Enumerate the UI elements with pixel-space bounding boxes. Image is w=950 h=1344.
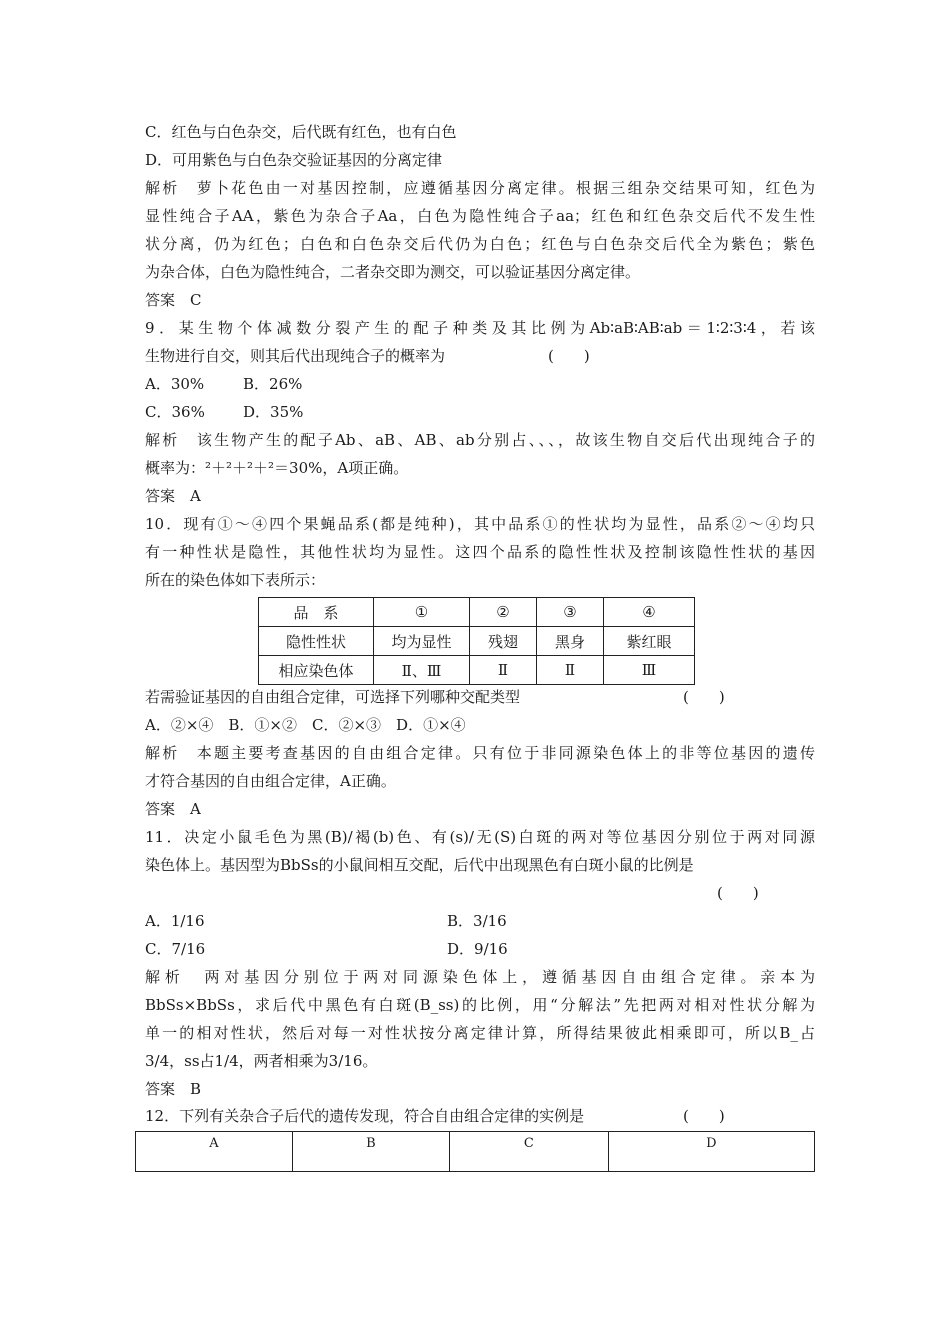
fly-strain-table <box>258 597 695 685</box>
q8-analysis-line: 状分离，仍为红色；白色和白色杂交后代仍为白色；红色与白色杂交后代全为紫色；紫色 <box>145 235 815 253</box>
table-cell: ③ <box>537 598 604 627</box>
q9-answer: 答案 A <box>145 487 201 505</box>
table-cell: Ⅱ、Ⅲ <box>374 656 470 685</box>
q10-stem-line: 所在的染色体如下表所示： <box>145 571 326 589</box>
q11-analysis-line: 解析 两对基因分别位于两对同源染色体上，遵循基因自由组合定律。亲本为 <box>145 968 815 986</box>
q9-stem-line: 生物进行自交，则其后代出现纯合子的概率为 <box>145 347 446 365</box>
q9-option-b: B．26% <box>243 375 303 393</box>
q10-answer-paren: ( ) <box>683 688 725 706</box>
q10-question: 若需验证基因的自由组合定律，可选择下列哪种交配类型 <box>145 688 521 706</box>
q10-stem-line: 10．现有①～④四个果蝇品系(都是纯种)，其中品系①的性状均为显性，品系②～④均只 <box>145 515 815 533</box>
q9-analysis-line: 解析 该生物产生的配子Ab、aB、AB、ab分别占、、、，故该生物自交后代出现纯合子的 <box>145 431 815 449</box>
table-cell: Ⅱ <box>537 656 604 685</box>
table-row <box>259 627 695 656</box>
table-cell: ② <box>470 598 537 627</box>
q11-stem-line: 染色体上。基因型为BbSs的小鼠间相互交配，后代中出现黑色有白斑小鼠的比例是 <box>145 856 694 874</box>
q8-analysis-line: 解析 萝卜花色由一对基因控制，应遵循基因分离定律。根据三组杂交结果可知，红色为 <box>145 179 815 197</box>
q8-answer: 答案 C <box>145 291 202 309</box>
q8-analysis-line: 显性纯合子AA，紫色为杂合子Aa，白色为隐性纯合子aa；红色和红色杂交后代不发生性 <box>145 207 815 225</box>
table-cell: C <box>449 1132 608 1172</box>
q11-option-c: C．7/16 <box>145 940 206 958</box>
q10-answer: 答案 A <box>145 800 201 818</box>
table-cell: 残翅 <box>470 627 537 656</box>
q9-option-c: C．36% <box>145 403 205 421</box>
table-cell: A <box>136 1132 293 1172</box>
table-cell: 品 系 <box>259 598 374 627</box>
q11-answer: 答案 B <box>145 1080 202 1098</box>
q9-option-d: D．35% <box>243 403 304 421</box>
table-cell: Ⅲ <box>604 656 695 685</box>
q9-stem-line: 9．某生物个体减数分裂产生的配子种类及其比例为Ab∶aB∶AB∶ab＝1∶2∶3∶4，若该 <box>145 319 815 337</box>
q10-analysis-line: 才符合基因的自由组合定律，A正确。 <box>145 772 396 790</box>
q9-analysis-line: 概率为：²＋²＋²＋²＝30%，A项正确。 <box>145 459 409 477</box>
table-cell: 相应染色体 <box>259 656 374 685</box>
q12-answer-paren: ( ) <box>683 1107 725 1125</box>
q10-stem-line: 有一种性状是隐性，其他性状均为显性。这四个品系的隐性性状及控制该隐性性状的基因 <box>145 543 815 561</box>
table-row <box>259 656 695 685</box>
table-cell: B <box>292 1132 449 1172</box>
q11-option-d: D．9/16 <box>447 940 508 958</box>
q8-analysis-line: 为杂合体，白色为隐性纯合，二者杂交即为测交，可以验证基因分离定律。 <box>145 263 641 281</box>
table-cell: Ⅱ <box>470 656 537 685</box>
q11-analysis-line: BbSs×BbSs，求后代中黑色有白斑(B_ss)的比例，用“分解法”先把两对相对性状分解为 <box>145 996 815 1014</box>
q8-option-d: D．可用紫色与白色杂交验证基因的分离定律 <box>145 151 443 169</box>
q11-answer-paren: ( ) <box>717 884 759 902</box>
q10-analysis-line: 解析 本题主要考查基因的自由组合定律。只有位于非同源染色体上的非等位基因的遗传 <box>145 744 815 762</box>
q11-option-b: B．3/16 <box>447 912 507 930</box>
table-cell: D <box>608 1132 814 1172</box>
q11-option-a: A．1/16 <box>145 912 205 930</box>
q9-option-a: A．30% <box>145 375 205 393</box>
q12-stem: 12．下列有关杂合子后代的遗传发现，符合自由组合定律的实例是 <box>145 1107 585 1125</box>
q9-answer-paren: ( ) <box>548 347 590 365</box>
q11-stem-line: 11．决定小鼠毛色为黑(B)/褐(b)色、有(s)/无(S)白斑的两对等位基因分别位于两对同源 <box>145 828 815 846</box>
table-header-row <box>136 1132 815 1172</box>
table-cell: 均为显性 <box>374 627 470 656</box>
table-cell: ④ <box>604 598 695 627</box>
q11-analysis-line: 3/4，ss占1/4，两者相乘为3/16。 <box>145 1052 378 1070</box>
table-header-row <box>259 598 695 627</box>
table-cell: ① <box>374 598 470 627</box>
q10-options: A．②×④ B．①×② C．②×③ D．①×④ <box>145 716 466 734</box>
table-cell: 隐性性状 <box>259 627 374 656</box>
table-cell: 紫红眼 <box>604 627 695 656</box>
q12-options-table <box>135 1131 815 1172</box>
q8-option-c: C．红色与白色杂交，后代既有红色，也有白色 <box>145 123 457 141</box>
table-cell: 黑身 <box>537 627 604 656</box>
q11-analysis-line: 单一的相对性状，然后对每一对性状按分离定律计算，所得结果彼此相乘即可，所以B_占 <box>145 1024 815 1042</box>
